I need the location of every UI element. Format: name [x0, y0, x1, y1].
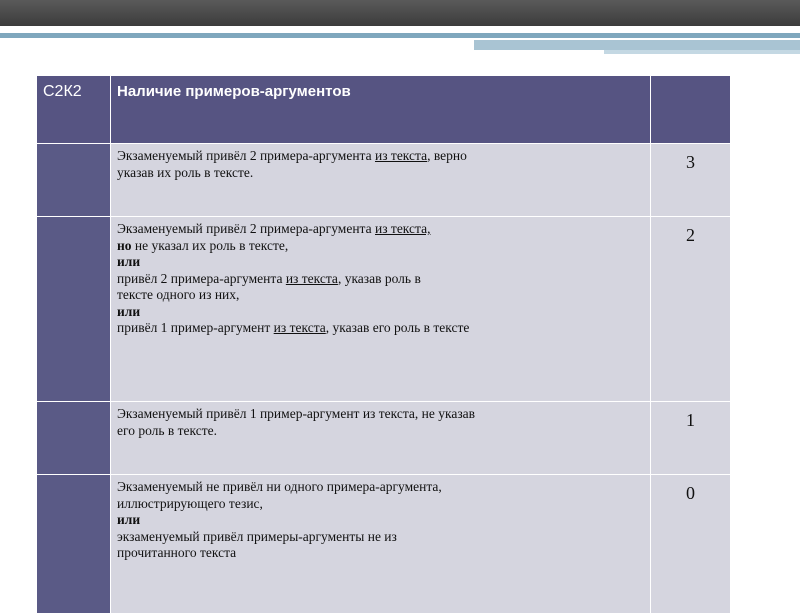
row-score: 1	[651, 402, 731, 475]
row-description	[111, 475, 651, 614]
criteria-table	[36, 75, 731, 614]
description-line: но не указал их роль в тексте,	[117, 237, 289, 253]
underlined-phrase: из текста	[374, 148, 428, 163]
table-row	[37, 475, 731, 614]
top-banner	[0, 0, 800, 26]
underlined-phrase: из текста	[273, 320, 326, 335]
description-line: иллюстрирующего тезис,	[117, 495, 263, 511]
description-line: Экзаменуемый привёл 2 примера-аргумента из текста,	[117, 221, 431, 236]
description-line: Экзаменуемый не привёл ни одного примера-аргумента,	[117, 479, 442, 494]
description-line: тексте одного из них,	[117, 287, 240, 302]
description-line: привёл 2 примера-аргумента из текста, указав роль в	[117, 270, 421, 286]
decorative-band	[474, 40, 800, 50]
row-marker-cell	[37, 475, 111, 614]
row-description	[111, 402, 651, 475]
bold-connector: или	[117, 303, 141, 319]
score-header	[651, 76, 731, 144]
bold-connector: или	[117, 254, 141, 269]
row-score: 2	[651, 217, 731, 402]
table-header-row	[37, 76, 731, 144]
row-description	[111, 144, 651, 217]
table-row	[37, 217, 731, 402]
description-line: его роль в тексте.	[117, 422, 218, 438]
row-marker-cell	[37, 402, 111, 475]
bold-connector: но	[117, 237, 132, 253]
criterion-title: Наличие примеров-аргументов	[111, 76, 651, 144]
underlined-phrase: из текста,	[374, 221, 431, 236]
row-score: 3	[651, 144, 731, 217]
decorative-band	[0, 33, 800, 38]
description-line: Экзаменуемый привёл 2 примера-аргумента из текста, верно	[117, 148, 467, 163]
table-row	[37, 144, 731, 217]
table-row	[37, 402, 731, 475]
underlined-phrase: из текста	[285, 270, 338, 286]
description-line: прочитанного текста	[117, 545, 237, 560]
bold-connector: или	[117, 512, 141, 527]
description-line: экзаменуемый привёл примеры-аргументы не из	[117, 528, 397, 544]
decorative-band	[604, 50, 800, 54]
description-line: привёл 1 пример-аргумент из текста, указав его роль в тексте	[117, 320, 470, 335]
criterion-code: С2К2	[37, 76, 111, 144]
row-marker-cell	[37, 217, 111, 402]
row-description	[111, 217, 651, 402]
description-line: указав их роль в тексте.	[117, 164, 254, 180]
description-line: Экзаменуемый привёл 1 пример-аргумент из текста, не указав	[117, 406, 476, 421]
row-score: 0	[651, 475, 731, 614]
row-marker-cell	[37, 144, 111, 217]
